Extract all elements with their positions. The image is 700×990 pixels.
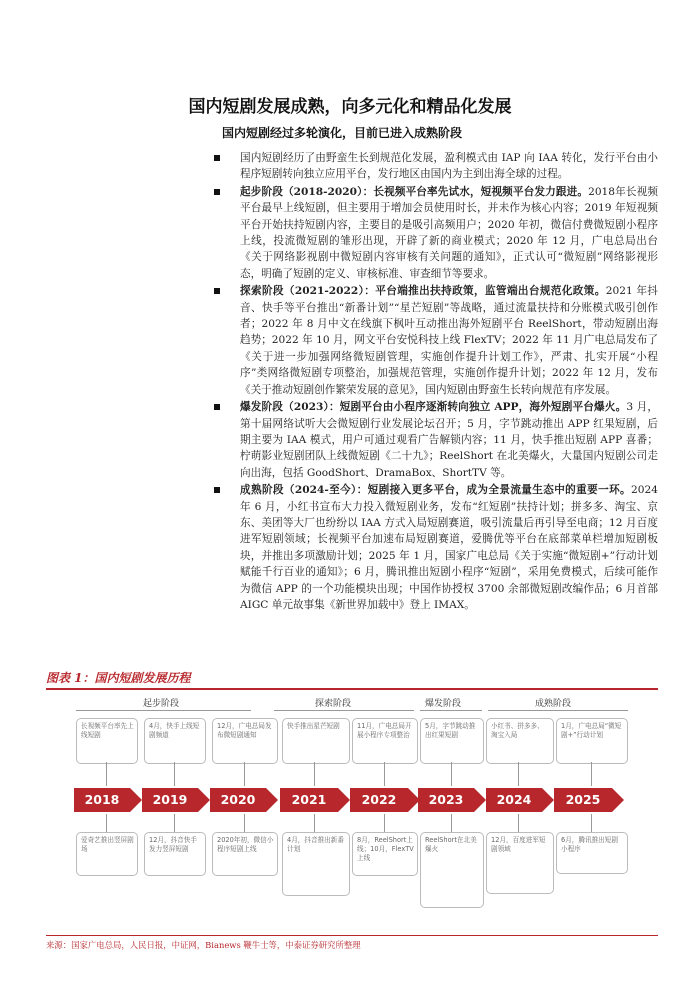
note-box: 2020年初，微信小程序短剧上线 <box>212 832 278 876</box>
note-box: 8月，ReelShort上线；10月，FlexTV上线 <box>352 832 418 876</box>
figure-title: 图表 1：国内短剧发展历程 <box>46 671 191 685</box>
connector <box>314 762 315 786</box>
stage-label-boom: 爆发阶段 <box>424 699 461 709</box>
section-subtitle: 国内短剧经过多轮演化，目前已进入成熟阶段 <box>222 126 463 140</box>
connector <box>106 814 107 832</box>
figure-source: 来源：国家广电总局，人民日报，中证网，Bianews 鞭牛士等，中泰证券研究所整理 <box>46 935 658 951</box>
connector <box>106 762 107 786</box>
year-2025: 2025 <box>554 788 612 812</box>
note-box: 4月，抖音推出新番计划 <box>282 832 350 896</box>
paragraph-overview: 国内短剧经历了由野蛮生长到规范化发展，盈利模式由 IAP 向 IAA 转化，发行平台由小程序短剧转向独立应用平台，发行地区由国内为主到出海全球的过程。 <box>240 150 658 183</box>
connector <box>314 814 315 832</box>
year-2020: 2020 <box>210 788 266 812</box>
paragraph-stage-start: 起步阶段（2018-2020）：长视频平台率先试水，短视频平台发力跟进。2018年长视频平台最早上线短剧，但主要用于增加会员使用时长，并未作为核心内容；2019 年短视频平台开始扶持短剧内容，主要目的是吸引高频用户；2020 年初，微信付费微短剧小程序上线，投流微短剧的雏形出现，开辟了新的商业模式；2020 年 12 月，广电总局出台《关于网络影视剧中微短剧内容审核有关问题的通知》，正式认可“微短剧”网络影视形态，明确了短剧的定义、审核标准、审查细节等要求。 <box>240 184 658 282</box>
note-box: 小红书、拼多多、淘宝入局 <box>486 718 554 764</box>
note-box: 12月，百度进军短剧领域 <box>486 832 554 894</box>
bullet-icon <box>214 288 220 294</box>
note-box: 4月，快手上线短剧频道 <box>144 718 206 764</box>
bullet-icon <box>214 189 220 195</box>
stage-divider <box>274 710 414 711</box>
connector <box>244 762 245 786</box>
connector <box>174 762 175 786</box>
figure-header <box>46 668 658 690</box>
note-box: ReelShort在北美爆火 <box>420 832 484 908</box>
stage-divider <box>488 710 628 711</box>
year-2019: 2019 <box>142 788 198 812</box>
note-box: 爱奇艺推出竖屏剧场 <box>76 832 138 876</box>
connector <box>384 762 385 786</box>
note-box: 长视频平台率先上线短剧 <box>76 718 138 764</box>
connector <box>244 814 245 832</box>
note-box: 12月，抖音快手发力竖屏短剧 <box>144 832 206 876</box>
paragraph-stage-explore: 探索阶段（2021-2022）：平台端推出扶持政策，监管端出台规范化政策。2021 年抖音、快手等平台推出“新番计划”“星芒短剧”等战略，通过流量扶持和分账模式吸引创作者；2022 年 8 月中文在线旗下枫叶互动推出海外短剧平台 ReelShort，带动短剧出海趋势；2022 年 10 月，网文平台安悦科技上线 FlexTV；2022 年 11 月广电总局发布了《关于进一步加强网络微短剧管理，实施创作提升计划工作》，严肃、扎实开展“小程序”类网络微短剧专项整治，加强规范管理，实施创作提升计划；2022 年 12 月，发布《关于推动短剧创作繁荣发展的意见》，国内短剧由野蛮生长转向规范有序发展。 <box>240 283 658 398</box>
connector <box>451 814 452 832</box>
connector <box>591 814 592 832</box>
stage-divider <box>76 710 251 711</box>
bullet-icon <box>214 155 220 161</box>
year-2023: 2023 <box>418 788 474 812</box>
stage-label-explore: 探索阶段 <box>314 699 351 709</box>
paragraph-stage-boom: 爆发阶段（2023）：短剧平台由小程序逐渐转向独立 APP，海外短剧平台爆火。3 月，第十届网络试听大会微短剧行业发展论坛召开；5 月，字节跳动推出 APP 红果短剧，后期主要为 IAA 模式，用户可通过观看广告解锁内容；11 月，快手推出短剧 APP 喜番；柠萌影业短剧团队上线微短剧《二十九》；ReelShort 在北美爆火，大量国内短剧公司走向出海，包括 GoodShort、DramaBox、ShortTV 等。 <box>240 399 658 481</box>
page-title: 国内短剧发展成熟，向多元化和精品化发展 <box>188 97 512 117</box>
year-2018: 2018 <box>74 788 130 812</box>
note-box: 12月，广电总局发布微短剧通知 <box>212 718 278 764</box>
bullet-icon <box>214 404 220 410</box>
paragraph-stage-mature: 成熟阶段（2024-至今）：短剧接入更多平台，成为全景流量生态中的重要一环。2024 年 6 月，小红书宣布大力投入微短剧业务，发布“红短剧”扶持计划；拼多多、淘宝、京东、美团等大厂也纷纷以 IAA 方式入局短剧赛道，吸引流量后再引导至电商；12 月百度进军短剧领域；长视频平台加速布局短剧赛道，爱腾优等平台在底部菜单栏增加短剧板块，并推出多项激励计划；2025 年 1 月，国家广电总局《关于实施“微短剧+”行动计划赋能千行百业的通知》；6 月，腾讯推出短剧小程序“短剧”，采用免费模式，后续可能作为微信 APP 的一个功能模块出现；中国作协授权 3700 余部微短剧改编作品；6 月首部 AIGC 单元故事集《新世界加载中》登上 IMAX。 <box>240 482 658 613</box>
note-box: 快手推出星芒短剧 <box>282 718 350 764</box>
note-box: 6月，腾讯推出短剧小程序 <box>556 832 628 874</box>
timeline-figure <box>46 692 658 928</box>
connector <box>174 814 175 832</box>
stage-divider <box>420 710 482 711</box>
bullet-icon <box>214 487 220 493</box>
stage-label-start: 起步阶段 <box>142 699 179 709</box>
year-2022: 2022 <box>350 788 408 812</box>
connector <box>518 762 519 786</box>
connector <box>384 814 385 832</box>
connector <box>451 762 452 786</box>
stage-label-mature: 成熟阶段 <box>534 699 571 709</box>
note-box: 11月，广电总局开展小程序专项整治 <box>352 718 418 764</box>
year-2024: 2024 <box>486 788 542 812</box>
body-text <box>240 150 658 614</box>
year-2021: 2021 <box>280 788 338 812</box>
note-box: 1月，广电总局“微短剧+”行动计划 <box>556 718 628 764</box>
note-box: 5月，字节跳动推出红果短剧 <box>420 718 484 764</box>
connector <box>518 814 519 832</box>
connector <box>591 762 592 786</box>
